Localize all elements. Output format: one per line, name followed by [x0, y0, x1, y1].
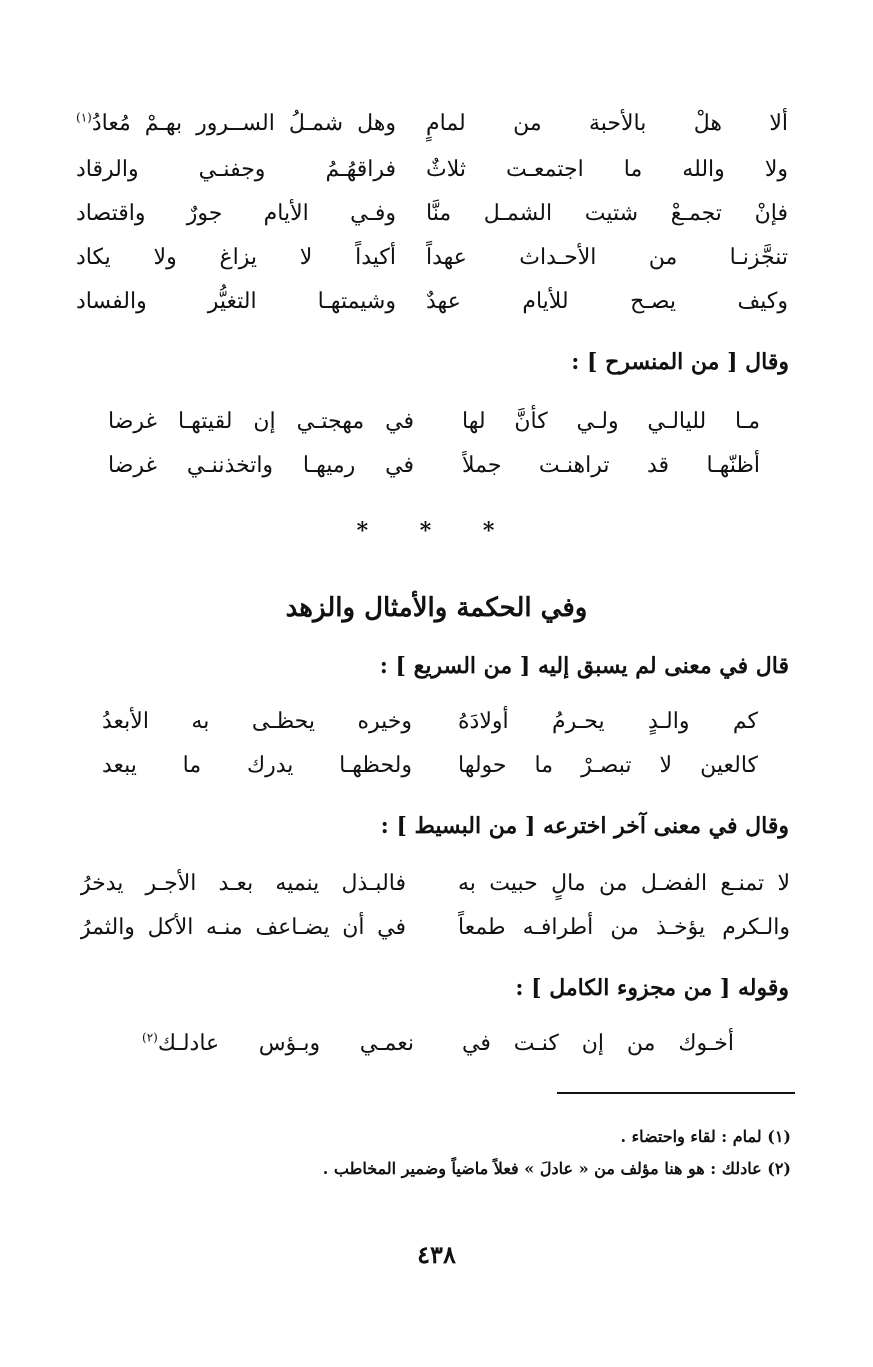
verse-first-hemistich: كالعين لا تبصـرْ ما حولها — [458, 753, 758, 778]
verse-row — [80, 908, 790, 948]
verse-row — [76, 282, 788, 322]
verse-row — [102, 702, 758, 742]
verse-first-hemistich: أخـوك من إن كنـت في — [462, 1031, 734, 1056]
verse-first-hemistich: لا تمنـع الفضـل من مالٍ حبيت به — [458, 871, 790, 896]
verse-second-hemistich: وشيمتهـا التغيُّر والفساد — [76, 289, 396, 314]
verse-row — [76, 104, 788, 144]
verse-second-hemistich: وخيره يحظـى به الأبعدُ — [102, 709, 412, 734]
verse-second-hemistich — [142, 1024, 414, 1064]
verse-first-hemistich: تنجَّزنـا من الأحـداث عهداً — [426, 245, 788, 270]
verse-row — [108, 402, 760, 442]
page-number: ٤٣٨ — [417, 1240, 456, 1269]
footnote-divider — [557, 1092, 795, 1094]
verse-second-hemistich: وفـي الأيام جورٌ واقتصاد — [76, 201, 396, 226]
footnote-marker: (٢) — [142, 1030, 158, 1045]
verse-row — [108, 446, 760, 486]
verse-row — [80, 864, 790, 904]
verse-first-hemistich: مـا لليالـي ولـي كأنَّ لها — [462, 409, 760, 434]
poem-introduction: وقال في معنى آخر اخترعه [ من البسيط ] : — [380, 813, 789, 839]
verse-first-hemistich: والـكرم يؤخـذ من أطرافـه طمعاً — [458, 915, 790, 940]
verse-first-hemistich: ألا هلْ بالأحبة من لمامٍ — [426, 111, 788, 136]
verse-second-hemistich: في مهجتـي إن لقيتهـا غرضا — [108, 409, 414, 434]
verse-first-hemistich: كم والـدٍ يحـرمُ أولادَهُ — [458, 709, 758, 734]
verse-row — [142, 1024, 734, 1064]
section-separator: * * * — [356, 518, 517, 544]
poem-introduction: وقال [ من المنسرح ] : — [571, 349, 789, 375]
verse-second-hemistich: فالبـذل ينميه بعـد الأجـر يدخرُ — [80, 871, 406, 896]
verse-row — [76, 150, 788, 190]
verse-second-text: نعمـي وبـؤس عادلـك — [157, 1031, 414, 1056]
verse-second-hemistich: في أن يضـاعف منـه الأكل والثمرُ — [80, 915, 406, 940]
poem-introduction: قال في معنى لم يسبق إليه [ من السريع ] : — [379, 653, 789, 679]
verse-row — [76, 238, 788, 278]
footnote-2: (٢) عادلك : هو هنا مؤلف من « عادلَ » فعلاً ماضياً وضمير المخاطب . — [322, 1159, 791, 1178]
verse-second-hemistich: ولحظهـا يدرك ما يبعد — [102, 753, 412, 778]
footnote-marker: (١) — [76, 110, 92, 125]
footnote-1: (١) لمام : لقاء واحتضاء . — [620, 1127, 791, 1146]
poem-introduction: وقوله [ من مجزوء الكامل ] : — [515, 975, 789, 1001]
verse-first-hemistich: ولا والله ما اجتمعـت ثلاثٌ — [426, 157, 788, 182]
verse-first-hemistich: وكيف يصـح للأيام عهدٌ — [426, 289, 788, 314]
verse-second-hemistich: في رميهـا واتخذننـي غرضا — [108, 453, 414, 478]
verse-first-hemistich: أظنّهـا قد تراهنـت جملاً — [462, 453, 760, 478]
verse-row — [102, 746, 758, 786]
section-heading: وفي الحكمة والأمثال والزهد — [285, 593, 588, 623]
verse-second-hemistich — [76, 104, 396, 144]
verse-second-hemistich: أكيداً لا يزاغ ولا يكاد — [76, 245, 396, 270]
verse-row — [76, 194, 788, 234]
verse-first-hemistich: فإنْ تجمـعْ شتيت الشمـل منَّا — [426, 201, 788, 226]
verse-second-hemistich: فراقهُـمُ وجفنـي والرقاد — [76, 157, 396, 182]
verse-second-text: وهل شمـلُ الســرور بهـمْ مُعادُ — [91, 111, 396, 136]
